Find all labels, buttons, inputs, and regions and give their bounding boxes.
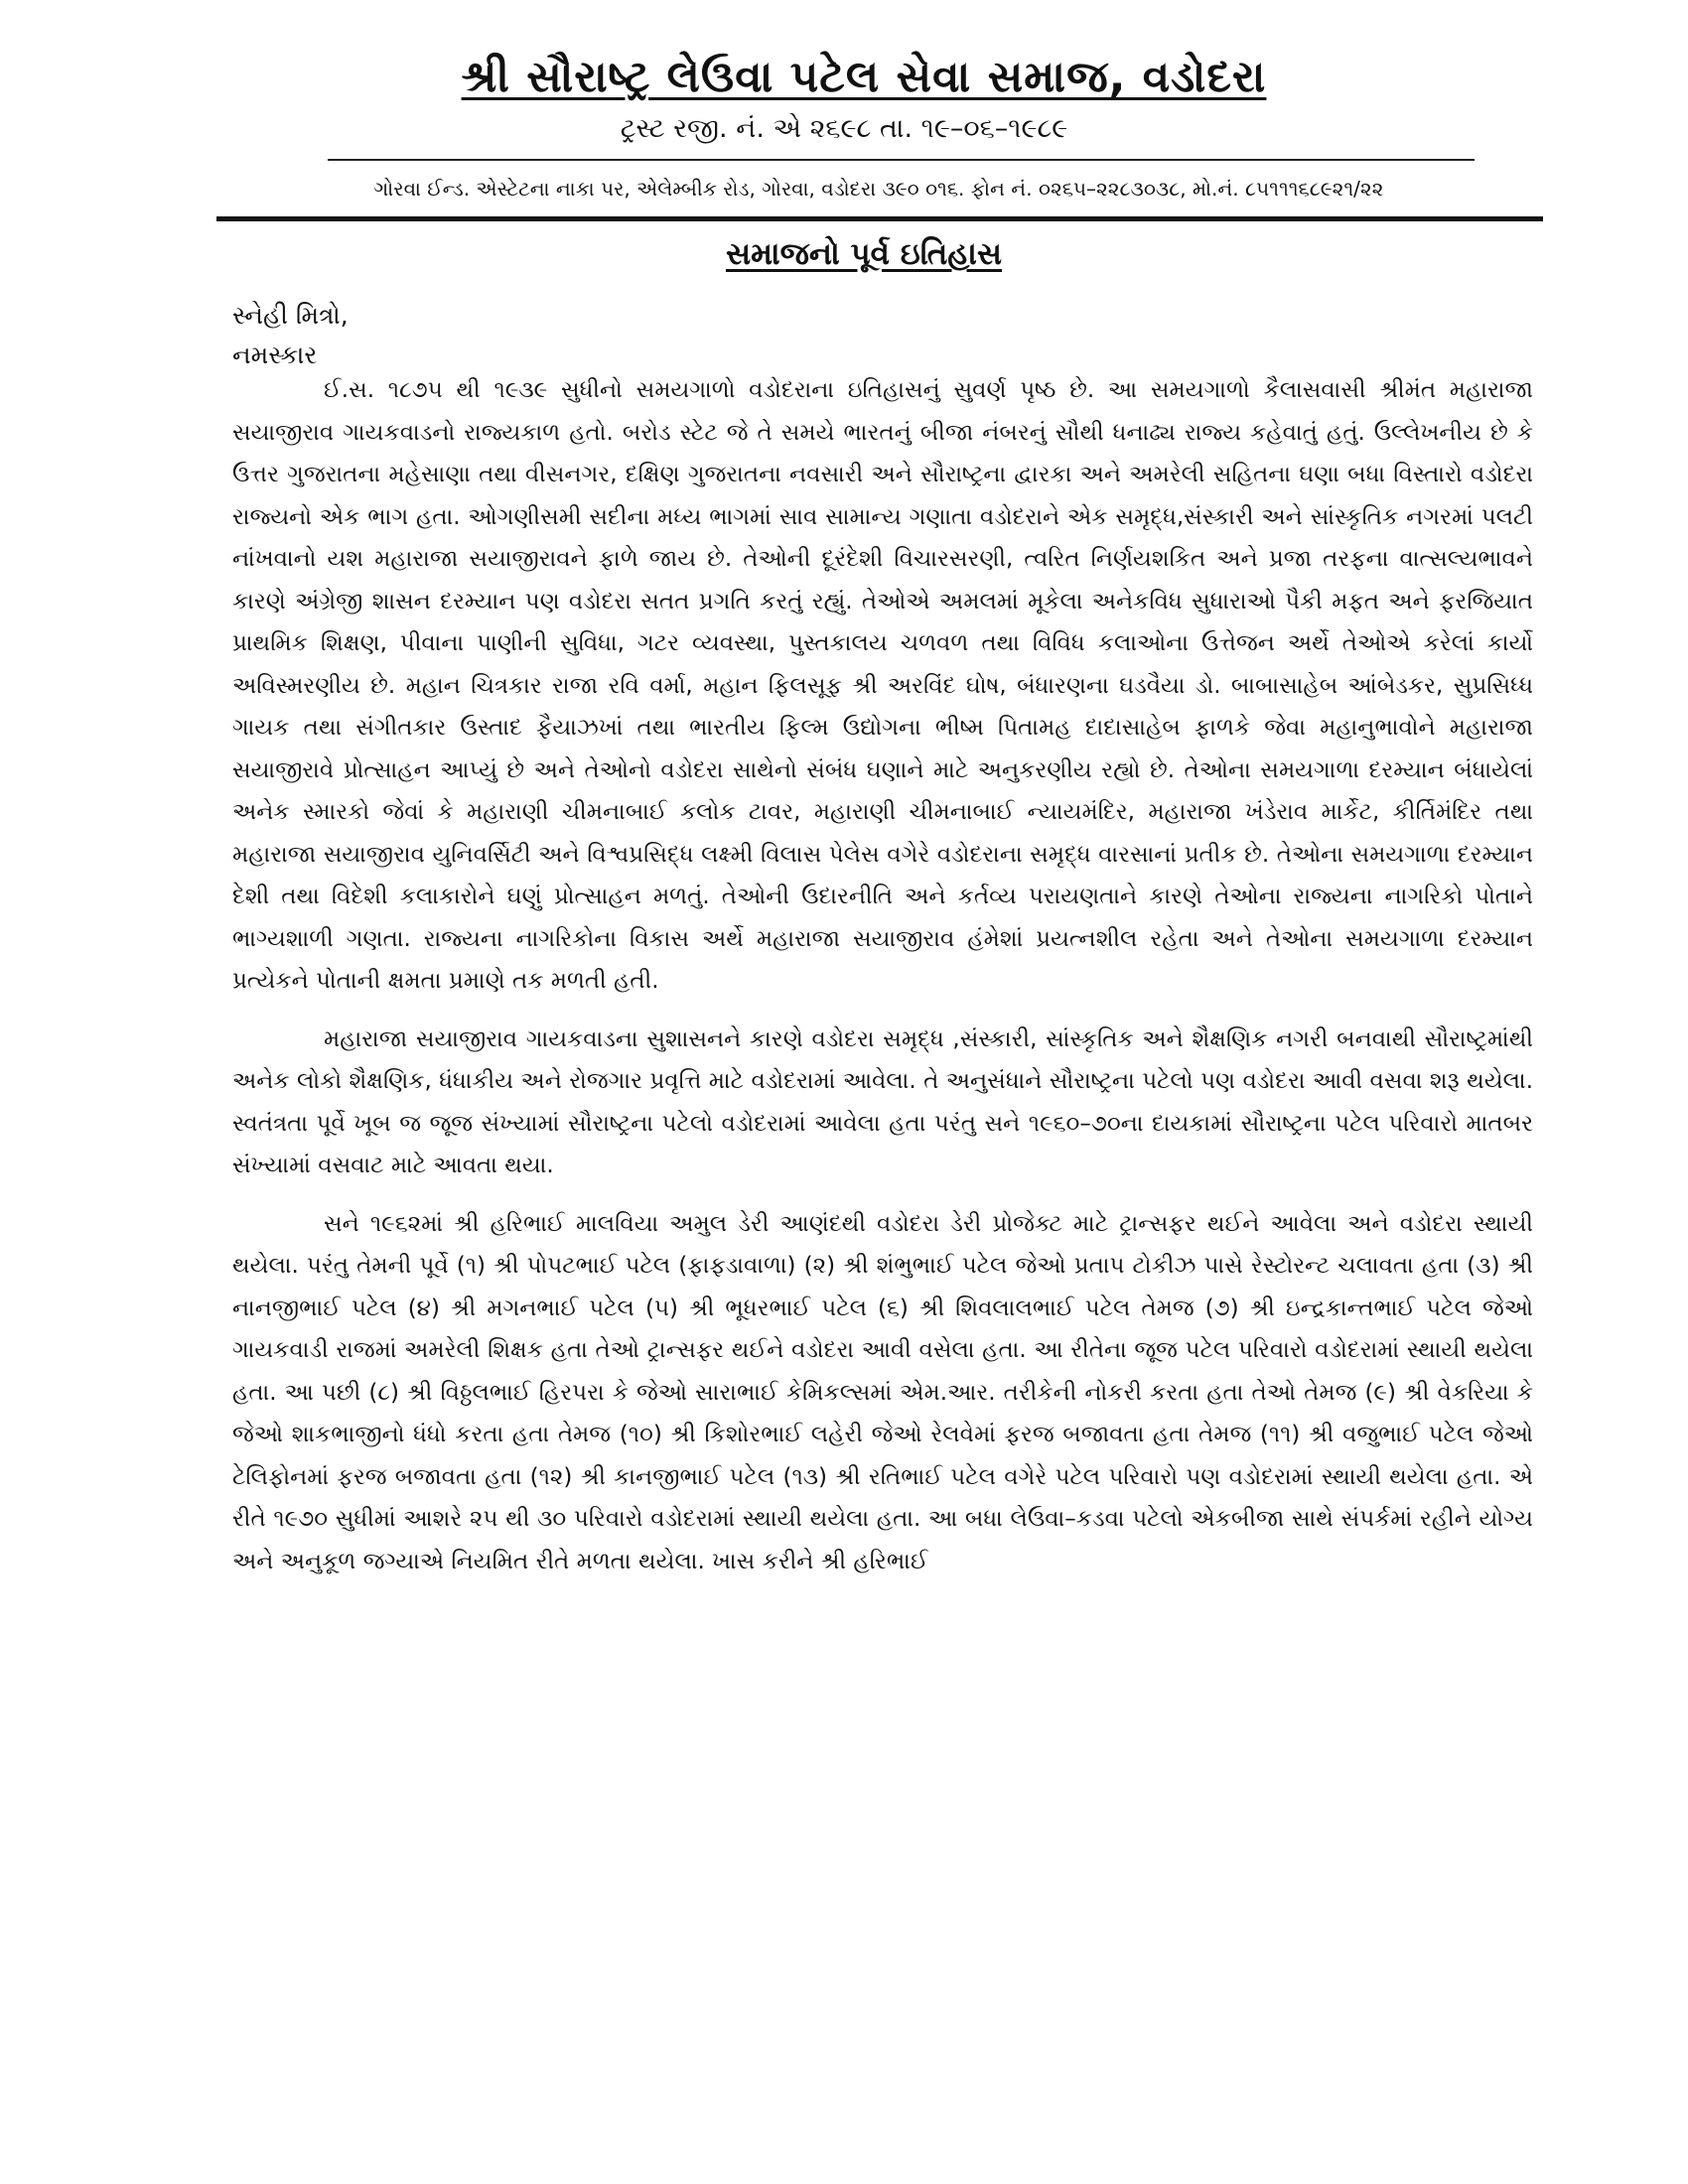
document-body xyxy=(232,369,1533,1582)
organization-address: ગોરવા ઈન્ડ. એસ્ટેટના નાકા પર, એલેમ્બીક રોડ, ગોરવા, વડોદરા ૩૯૦ ૦૧૬. ફોન નં. ૦૨૬૫–૨૨૮૩૦૩૮, મો.નં. ૮૫૧૧૧૬૮૯૨૧/૨૨ xyxy=(373,177,1384,201)
header-divider-thick xyxy=(216,216,1543,221)
paragraph-3: સને ૧૯૬૨માં શ્રી હરિભાઈ માલવિયા અમુલ ડેરી આણંદથી વડોદરા ડેરી પ્રોજેક્ટ માટે ટ્રાન્સફર થઈને આવેલા અને વડોદરા સ્થાયી થયેલા. પરંતુ તેમની પૂર્વે (૧) શ્રી પોપટભાઈ પટેલ (ફાફડાવાળા) (૨) શ્રી શંભુભાઈ પટેલ જેઓ પ્રતાપ ટોકીઝ પાસે રેસ્ટોરન્ટ ચલાવતા હતા (૩) શ્રી નાનજીભાઈ પટેલ (૪) શ્રી મગનભાઈ પટેલ (૫) શ્રી ભૂધરભાઈ પટેલ (૬) શ્રી શિવલાલભાઈ પટેલ તેમજ (૭) શ્રી ઇન્દ્રકાન્તભાઈ પટેલ જેઓ ગાયકવાડી રાજમાં અમરેલી શિક્ષક હતા તેઓ ટ્રાન્સફર થઈને વડોદરા આવી વસેલા હતા. આ રીતેના જૂજ પટેલ પરિવારો વડોદરામાં સ્થાયી થયેલા હતા. આ પછી (૮) શ્રી વિઠ્ઠલભાઈ હિરપરા કે જેઓ સારાભાઈ કેમિકલ્સમાં એમ.આર. તરીકેની નોકરી કરતા હતા તેઓ તેમજ (૯) શ્રી વેકરિયા કે જેઓ શાકભાજીનો ધંધો કરતા હતા તેમજ (૧૦) શ્રી કિશોરભાઈ લહેરી જેઓ રેલવેમાં ફરજ બજાવતા હતા તેમજ (૧૧) શ્રી વજુભાઈ પટેલ જેઓ ટેલિફોનમાં ફરજ બજાવતા હતા (૧૨) શ્રી કાનજીભાઈ પટેલ (૧૩) શ્રી રતિભાઈ પટેલ વગેરે પટેલ પરિવારો પણ વડોદરામાં સ્થાયી થયેલા હતા. એ રીતે ૧૯૭૦ સુધીમાં આશરે ૨૫ થી ૩૦ પરિવારો વડોદરામાં સ્થાયી થયેલા હતા. આ બધા લેઉવા–કડવા પટેલો એકબીજા સાથે સંપર્કમાં રહીને યોગ્ય અને અનુકૂળ જગ્યાએ નિયમિત રીતે મળતા થયેલા. ખાસ કરીને શ્રી હરિભાઈ xyxy=(232,1210,1533,1574)
trust-registration: ટ્રસ્ટ રજી. નં. એ ૨૬૯૮ તા. ૧૯–૦૬–૧૯૮૯ xyxy=(620,113,1068,144)
paragraph-2: મહારાજા સયાજીરાવ ગાયકવાડના સુશાસનને કારણે વડોદરા સમૃદ્ધ ,સંસ્કારી, સાંસ્કૃતિક અને શૈક્ષણિક નગરી બનવાથી સૌરાષ્ટ્રમાંથી અનેક લોકો શૈક્ષણિક, ધંધાકીય અને રોજગાર પ્રવૃત્તિ માટે વડોદરામાં આવેલા. તે અનુસંધાને સૌરાષ્ટ્રના પટેલો પણ વડોદરા આવી વસવા શરૂ થયેલા. સ્વતંત્રતા પૂર્વે ખૂબ જ જૂજ સંખ્યામાં સૌરાષ્ટ્રના પટેલો વડોદરામાં આવેલા હતા પરંતુ સને ૧૯૬૦–૭૦ના દાયકામાં સૌરાષ્ટ્રના પટેલ પરિવારો માતબર સંખ્યામાં વસવાટ માટે આવતા થયા. xyxy=(232,1025,1533,1178)
namaskar: નમસ્કાર xyxy=(232,341,318,369)
header-divider-thin xyxy=(328,159,1475,161)
organization-name: શ્રી સૌરાષ્ટ્ર લેઉવા પટેલ સેવા સમાજ, વડોદરા xyxy=(461,52,1267,102)
paragraph-1: ઈ.સ. ૧૮૭૫ થી ૧૯૩૯ સુધીનો સમયગાળો વડોદરાના ઇતિહાસનું સુવર્ણ પૃષ્ઠ છે. આ સમયગાળો કૈલાસવાસી શ્રીમંત મહારાજા સયાજીરાવ ગાયકવાડનો રાજ્યકાળ હતો. બરોડ સ્ટેટ જે તે સમયે ભારતનું બીજા નંબરનું સૌથી ધનાઢ્ય રાજ્ય કહેવાતું હતું. ઉલ્લેખનીય છે કે ઉત્તર ગુજરાતના મહેસાણા તથા વીસનગર, દક્ષિણ ગુજરાતના નવસારી અને સૌરાષ્ટ્રના દ્વારકા અને અમરેલી સહિતના ઘણા બધા વિસ્તારો વડોદરા રાજ્યનો એક ભાગ હતા. ઓગણીસમી સદીના મધ્ય ભાગમાં સાવ સામાન્ય ગણાતા વડોદરાને એક સમૃદ્ધ,સંસ્કારી અને સાંસ્કૃતિક નગરમાં પલટી નાંખવાનો યશ મહારાજા સયાજીરાવને ફાળે જાય છે. તેઓની દૂરંદેશી વિચારસરણી, ત્વરિત નિર્ણયશકિત અને પ્રજા તરફના વાત્સલ્યભાવને કારણે અંગ્રેજી શાસન દરમ્યાન પણ વડોદરા સતત પ્રગતિ કરતું રહ્યું. તેઓએ અમલમાં મૂકેલા અનેકવિધ સુધારાઓ પૈકી મફત અને ફરજિયાત પ્રાથમિક શિક્ષણ, પીવાના પાણીની સુવિધા, ગટર વ્યવસ્થા, પુસ્તકાલય ચળવળ તથા વિવિધ કલાઓના ઉત્તેજન અર્થે તેઓએ કરેલાં કાર્યો અવિસ્મરણીય છે. મહાન ચિત્રકાર રાજા રવિ વર્મા, મહાન ફિલસૂફ શ્રી અરવિંદ ઘોષ, બંધારણના ઘડવૈયા ડો. બાબાસાહેબ આંબેડકર, સુપ્રસિધ્ધ ગાયક તથા સંગીતકાર ઉસ્તાદ ફૈયાઝખાં તથા ભારતીય ફિલ્મ ઉદ્યોગના ભીષ્મ પિતામહ દાદાસાહેબ ફાળકે જેવા મહાનુભાવોને મહારાજા સયાજીરાવે પ્રોત્સાહન આપ્યું છે અને તેઓનો વડોદરા સાથેનો સંબંધ ઘણાને માટે અનુકરણીય રહ્યો છે. તેઓના સમયગાળા દરમ્યાન બંધાયેલાં અનેક સ્મારકો જેવાં કે મહારાણી ચીમનાબાઈ કલોક ટાવર, મહારાણી ચીમનાબાઈ ન્યાયમંદિર, મહારાજા ખંડેરાવ માર્કેટ, કીર્તિમંદિર તથા મહારાજા સયાજીરાવ યુનિવર્સિટી અને વિશ્વપ્રસિદ્ધ લક્ષ્મી વિલાસ પેલેસ વગેરે વડોદરાના સમૃદ્ધ વારસાનાં પ્રતીક છે. તેઓના સમયગાળા દરમ્યાન દેશી તથા વિદેશી કલાકારોને ઘણું પ્રોત્સાહન મળતું. તેઓની ઉદારનીતિ અને કર્તવ્ય પરાયણતાને કારણે તેઓના રાજ્યના નાગરિકો પોતાને ભાગ્યશાળી ગણતા. રાજ્યના નાગરિકોના વિકાસ અર્થે મહારાજા સયાજીરાવ હંમેશાં પ્રયત્નશીલ રહેતા અને તેઓના સમયગાળા દરમ્યાન પ્રત્યેકને પોતાની ક્ષમતા પ્રમાણે તક મળતી હતી. xyxy=(232,377,1533,994)
document-title: સમાજનો પૂર્વ ઇતિહાસ xyxy=(725,236,1003,272)
greeting: સ્નેહી મિત્રો, xyxy=(232,301,349,330)
salutation xyxy=(232,296,828,375)
